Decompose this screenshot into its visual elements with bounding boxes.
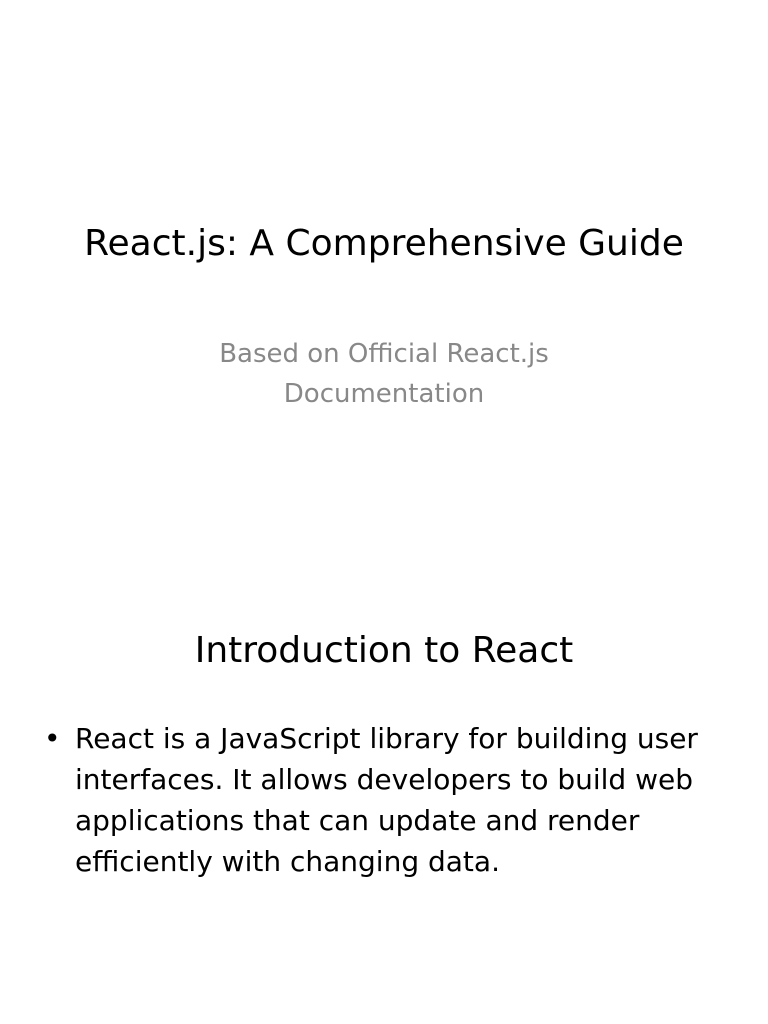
content-slide — [0, 512, 768, 1024]
subtitle-line-2: Documentation — [283, 379, 485, 409]
bullet-list — [44, 718, 724, 882]
bullet-dot-icon: • — [44, 722, 61, 755]
slide-title: React.js: A Comprehensive Guide — [84, 223, 684, 264]
subtitle-line-1: Based on Official React.js — [219, 339, 549, 369]
slide-subtitle — [150, 334, 618, 414]
slide-title: Introduction to React — [194, 630, 574, 671]
bullet-item — [44, 718, 724, 882]
bullet-text: React is a JavaScript library for building user interfaces. It allows developers to build web applications that can update and render efficiently with changing data. — [75, 722, 698, 878]
